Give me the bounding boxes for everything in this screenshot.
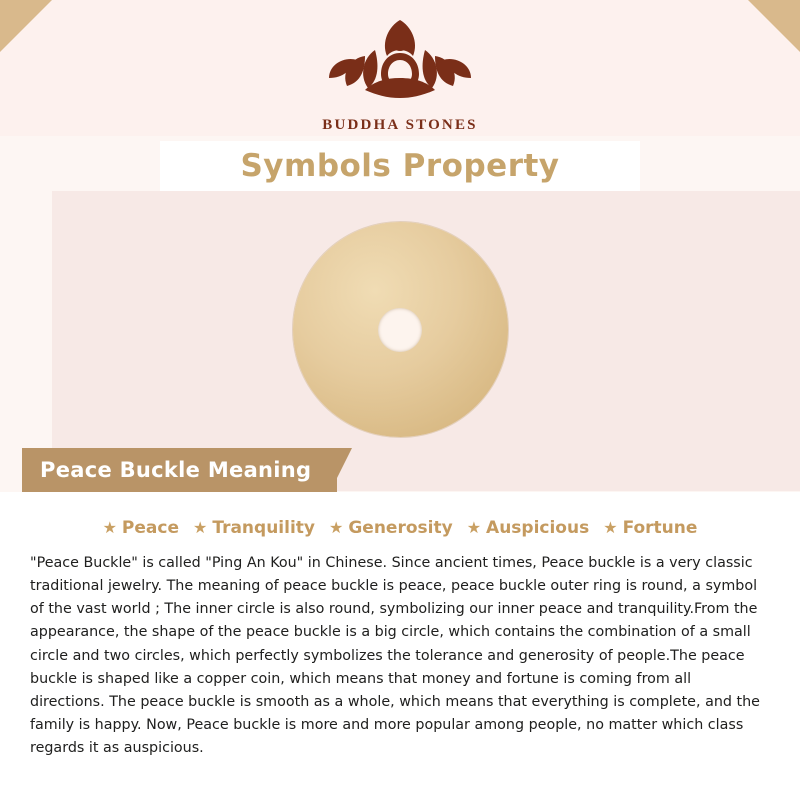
peace-buckle-center-hole: [378, 308, 422, 352]
brand-name: BUDDHA STONES: [322, 117, 478, 133]
description-panel: [0, 492, 800, 800]
lotus-meditation-icon: [0, 16, 800, 113]
keyword-label: Peace: [121, 518, 179, 538]
page-title: Symbols Property: [240, 148, 560, 184]
star-icon: ★: [193, 518, 208, 537]
keyword-item: [329, 518, 453, 538]
section-ribbon-tail: [330, 448, 352, 492]
star-icon: ★: [603, 518, 618, 537]
peace-buckle-image: [0, 222, 800, 437]
keyword-item: [103, 518, 179, 538]
star-icon: ★: [329, 518, 344, 537]
section-ribbon: [22, 448, 337, 492]
brand-logo-block: [0, 16, 800, 134]
page-title-bar: [160, 141, 640, 191]
section-ribbon-label: Peace Buckle Meaning: [40, 458, 312, 482]
keyword-item: [467, 518, 590, 538]
keyword-list: [0, 492, 800, 538]
keyword-label: Generosity: [348, 518, 453, 538]
star-icon: ★: [102, 518, 117, 537]
keyword-label: Fortune: [622, 518, 698, 538]
keyword-item: [603, 518, 697, 538]
keyword-item: [193, 518, 315, 538]
description-paragraph: "Peace Buckle" is called "Ping An Kou" in Chinese. Since ancient times, Peace buckle is a very classic traditional jewelry. The meaning of peace buckle is peace, peace buckle outer ring is round, a symbol of the vast world ; The inner circle is also round, symbolizing our inner peace and tranquility.From the appearance, the shape of the peace buckle is a big circle, which contains the combination of a small circle and two circles, which perfectly symbolizes the tolerance and generosity of people.The peace buckle is shaped like a copper coin, which means that money and fortune is coming from all directions. The peace buckle is smooth as a whole, which means that everything is complete, and the family is happy. Now, Peace buckle is more and more popular among people, no matter which class regards it as auspicious.: [30, 555, 760, 757]
star-icon: ★: [466, 518, 482, 537]
peace-buckle-disc: [293, 222, 508, 437]
keyword-label: Tranquility: [212, 518, 315, 538]
keyword-label: Auspicious: [486, 518, 590, 538]
